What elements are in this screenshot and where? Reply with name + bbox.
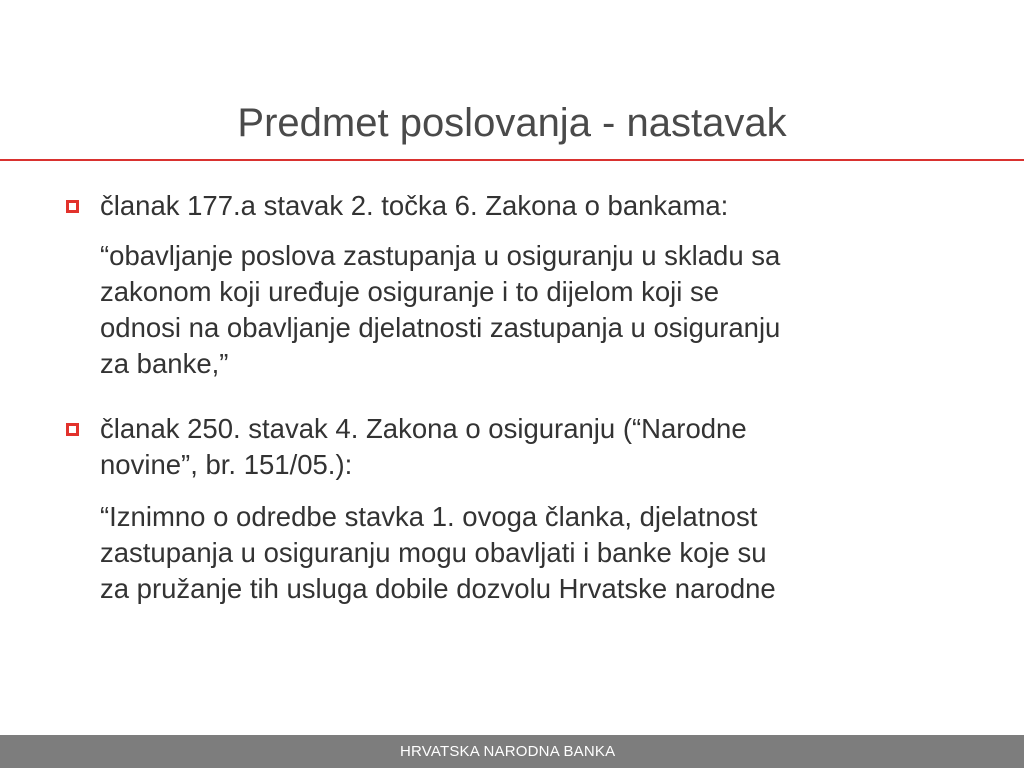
square-bullet-icon bbox=[66, 200, 79, 213]
footer-bar bbox=[0, 735, 1024, 768]
paragraph-line: novine”, br. 151/05.): bbox=[100, 449, 353, 480]
bullet-paragraph bbox=[100, 188, 1000, 224]
slide-title: Predmet poslovanja - nastavak bbox=[237, 101, 787, 145]
quote-paragraph bbox=[100, 499, 1000, 607]
paragraph-line: za banke,” bbox=[100, 348, 229, 379]
paragraph-line: “Iznimno o odredbe stavka 1. ovoga članka, djelatnost bbox=[100, 501, 758, 532]
bullet-paragraph bbox=[100, 411, 1000, 483]
paragraph-line: odnosi na obavljanje djelatnosti zastupanja u osiguranju bbox=[100, 312, 781, 343]
paragraph-line: članak 250. stavak 4. Zakona o osiguranju (“Narodne bbox=[100, 413, 747, 444]
footer-organization-name: HRVATSKA NARODNA BANKA bbox=[400, 743, 616, 760]
quote-paragraph bbox=[100, 238, 1000, 382]
square-bullet-icon bbox=[66, 423, 79, 436]
paragraph-line: zakonom koji uređuje osiguranje i to dijelom koji se bbox=[100, 276, 720, 307]
paragraph-line: za pružanje tih usluga dobile dozvolu Hrvatske narodne bbox=[100, 573, 776, 604]
paragraph-line: članak 177.a stavak 2. točka 6. Zakona o bankama: bbox=[100, 190, 729, 221]
paragraph-line: “obavljanje poslova zastupanja u osiguranju u skladu sa bbox=[100, 240, 781, 271]
paragraph-line: zastupanja u osiguranju mogu obavljati i banke koje su bbox=[100, 537, 767, 568]
